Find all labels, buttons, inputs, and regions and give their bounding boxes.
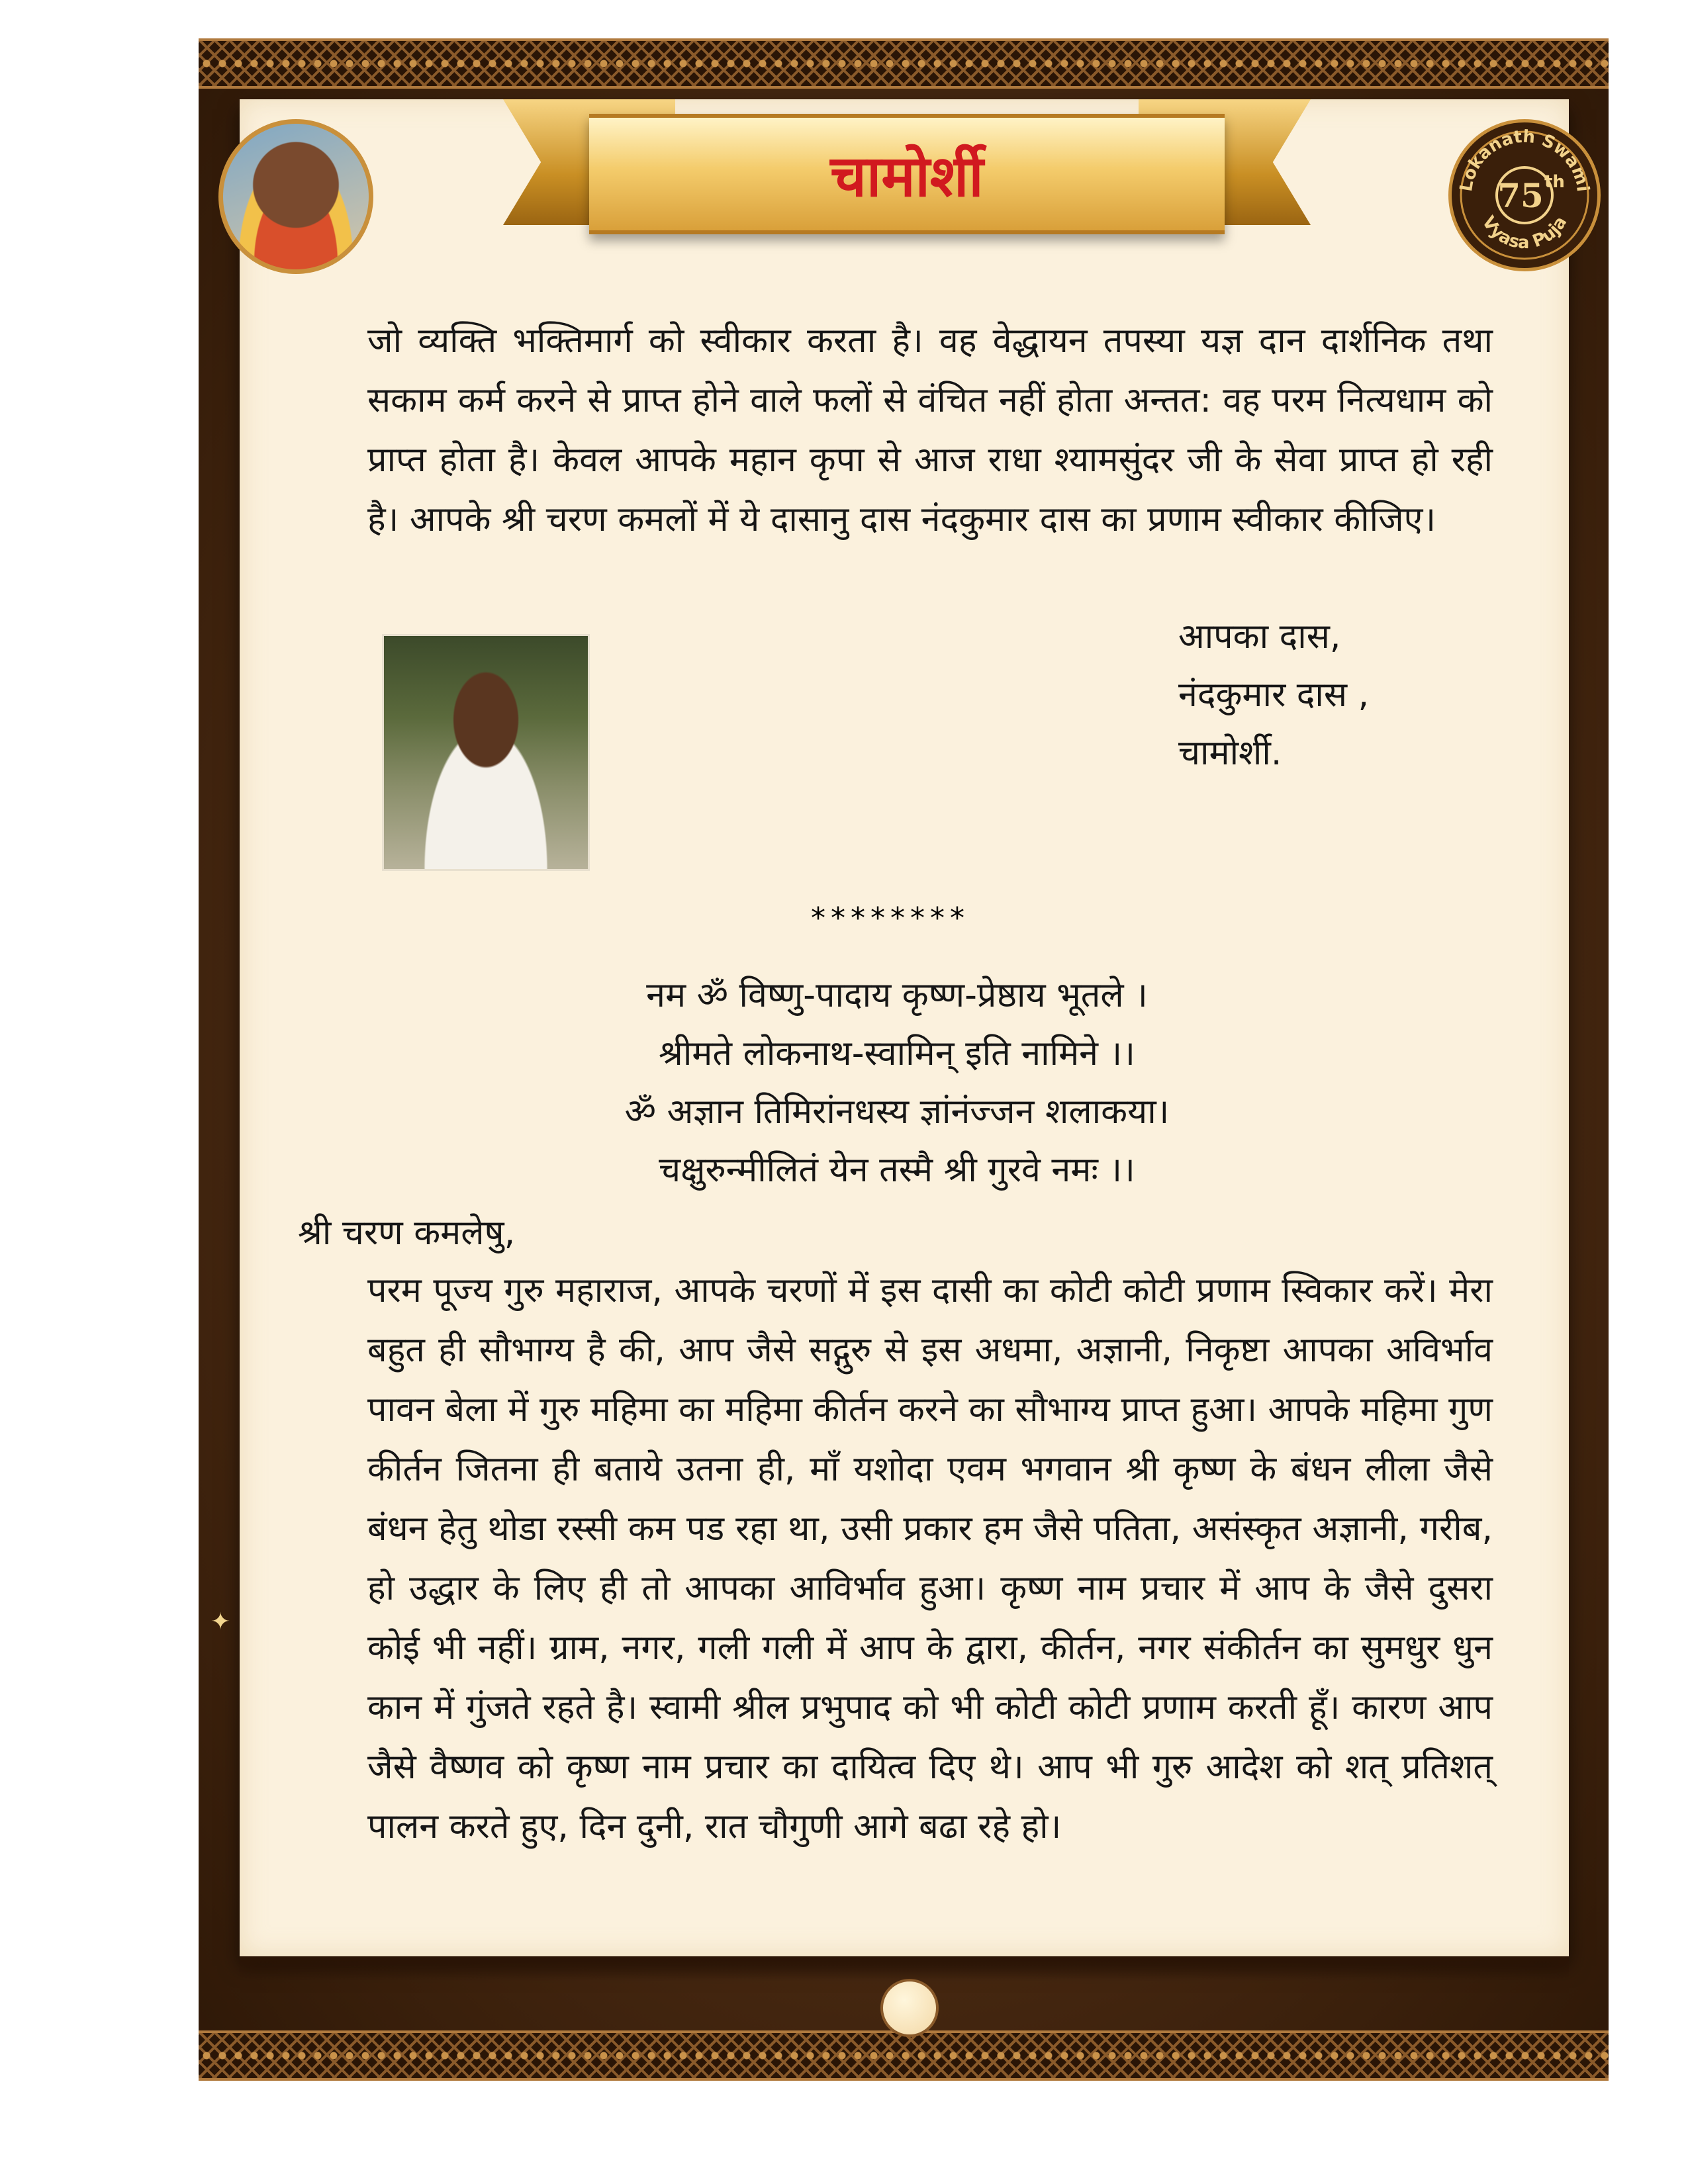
anniversary-badge: [1448, 119, 1601, 271]
letter-one: [367, 311, 1493, 549]
page-title: चामोर्शी: [830, 142, 984, 210]
signature-place: चामोर्शी.: [1178, 733, 1282, 773]
badge-suffix: th: [1544, 172, 1565, 192]
sparkle-icon: ✦: [211, 1608, 231, 1635]
panel-shadow: [240, 1956, 1569, 1980]
pranam-mantra: [530, 966, 1264, 1199]
mantra-line: ॐ अज्ञान तिमिरांनधस्य ज्ञांनंज्जन शलाकया।: [624, 1092, 1170, 1132]
badge-line-top: Lokanath Swami: [1456, 126, 1593, 193]
title-ribbon: [589, 114, 1225, 234]
guru-portrait: [218, 119, 373, 274]
letter-two-paragraph: परम पूज्य गुरु महाराज, आपके चरणों में इस दासी का कोटी कोटी प्रणाम स्विकार करें। मेरा बहुत ही सौभाग्य है की, आप जैसे सद्गुरु से इस अधमा, अज्ञानी, निकृष्टा आपका अविर्भाव पावन बेला में गुरु महिमा का महिमा कीर्तन करने का सौभाग्य प्राप्त हुआ। आपके महिमा गुण कीर्तन जितना ही बताये उतना ही, माँ यशोदा एवम भगवान श्री कृष्ण के बंधन लीला जैसे बंधन हेतु थोडा रस्सी कम पड रहा था, उसी प्रकार हम जैसे पतिता, असंस्कृत अज्ञानी, गरीब, हो उद्धार के लिए ही तो आपका आविर्भाव हुआ। कृष्ण नाम प्रचार में आप के जैसे दुसरा कोई भी नहीं। ग्राम, नगर, गली गली में आप के द्वारा, कीर्तन, नगर संकीर्तन का सुमधुर धुन कान में गुंजते रहते है। स्वामी श्रील प्रभुपाद को भी कोटी कोटी प्रणाम करती हूँ। कारण आप जैसे वैष्णव को कृष्ण नाम प्रचार का दायित्व दिए थे। आप भी गुरु आदेश को शत् प्रतिशत् पालन करते हुए, दिन दुनी, रात चौगुणी आगे बढा रहे हो।: [367, 1271, 1493, 1846]
mantra-line: नम ॐ विष्णु-पादाय कृष्ण-प्रेष्ठाय भूतले ।: [646, 976, 1148, 1015]
signature-name: नंदकुमार दास ,: [1178, 675, 1370, 715]
section-separator: ********: [811, 901, 970, 935]
letter-two: [367, 1261, 1493, 1856]
decorative-border-bottom: [199, 2030, 1609, 2081]
letter-two-salutation: श्री चरण कमलेषु,: [298, 1213, 516, 1253]
letter-one-paragraph: जो व्यक्ति भक्तिमार्ग को स्वीकार करता है। वह वेद्धायन तपस्या यज्ञ दान दार्शनिक तथा सकाम कर्म करने से प्राप्त होने वाले फलों से वंचित नहीं होता अन्तत: वह परम नित्यधाम को प्राप्त होता है। केवल आपके महान कृपा से आज राधा श्यामसुंदर जी के सेवा प्राप्त हो रही है। आपके श्री चरण कमलों में ये दासानु दास नंदकुमार दास का प्रणाम स्वीकार कीजिए।: [367, 321, 1493, 539]
anniversary-seal-icon: [1452, 122, 1597, 268]
devotee-photo: [382, 634, 590, 871]
decorative-border-top: [199, 38, 1609, 89]
badge-line-bottom: Vyasa Puja: [1477, 212, 1571, 253]
page-marker: [880, 1979, 939, 2037]
signature-closing: आपका दास,: [1178, 617, 1341, 657]
badge-number: 75: [1497, 176, 1544, 215]
mantra-line: श्रीमते लोकनाथ-स्वामिन् इति नामिने ।।: [659, 1034, 1135, 1073]
signature-block: [1178, 608, 1549, 782]
mantra-line: चक्षुरुन्मीलितं येन तस्मै श्री गुरवे नमः ।।: [659, 1150, 1135, 1190]
